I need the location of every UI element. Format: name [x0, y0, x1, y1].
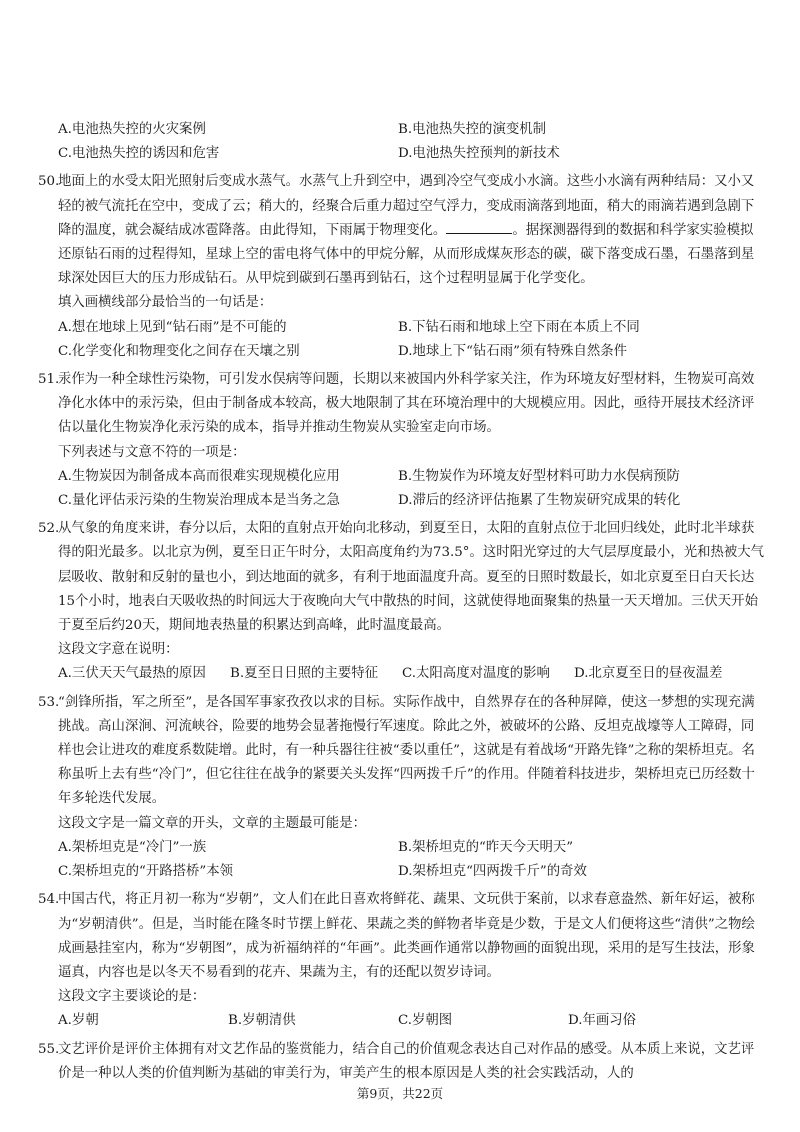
- q49-option-b[interactable]: B.电池热失控的演变机制: [398, 122, 547, 137]
- question-55: [38, 1038, 766, 1086]
- q53-option-b[interactable]: B.架桥坦克的“昨天今天明天”: [398, 839, 574, 855]
- q52-option-b[interactable]: B.夏至日日照的主要特征: [230, 666, 379, 682]
- q50-option-c[interactable]: C.化学变化和物理变化之间存在天壤之别: [58, 343, 300, 359]
- q50-options: [38, 316, 766, 364]
- q53-option-c[interactable]: C.架桥坦克的“开路搭桥”本领: [58, 864, 234, 880]
- q54-option-b[interactable]: B.岁朝清供: [228, 1013, 296, 1029]
- q51-stem: [38, 368, 766, 441]
- q50-stem-text-a: 地面上的水受太阳光照射后变成水蒸气。水蒸气上升到空中，遇到冷空气变成小水滴。这些小水滴有两种结局：又小又轻的被气流托在空中，变成了云；稍大的，经聚合后重力超过空气浮力，变成雨滴落到地面，稍大的雨滴若遇到急剧下降的温度，就会凝结成冰雹降落。由此得知，下雨属于物理变化。: [58, 174, 755, 238]
- q50-option-d[interactable]: D.地球上下“钻石雨”须有特殊自然条件: [398, 343, 628, 359]
- q51-option-a[interactable]: A.生物炭因为制备成本高而很难实现规模化应用: [58, 468, 340, 484]
- q50-prompt: 填入画横线部分最恰当的一句话是：: [58, 295, 273, 311]
- q49-option-d[interactable]: D.电池热失控预判的新技术: [398, 146, 560, 162]
- q53-stem: [38, 691, 766, 812]
- q53-options: [38, 836, 766, 884]
- q51-options: [38, 465, 766, 513]
- q51-option-b[interactable]: B.生物炭作为环境友好型材料可助力水俣病预防: [398, 468, 680, 484]
- q51-number: 51.: [38, 372, 60, 388]
- q54-stem-text: 中国古代，将正月初一称为“岁朝”，文人们在此日喜欢将鲜花、蔬果、文玩供于案前，以求春意盎然、新年好运，被称为“岁朝清供”。但是，当时能在隆冬时节摆上鲜花、果蔬之类的鲜物者毕竟是少数，于是文人们便将这些“清供”之物绘成画悬挂室内，称为“岁朝图”，成为祈福纳祥的“年画”。此类画作通常以静物画的面貌出现，采用的是写生技法，形象逼真，内容也是以冬天不易看到的花卉、果蔬为主，有的还配以贺岁诗词。: [58, 892, 755, 980]
- q49-option-c[interactable]: C.电池热失控的诱因和危害: [58, 146, 220, 162]
- q50-option-b[interactable]: B.下钻石雨和地球上空下雨在本质上不同: [398, 319, 640, 335]
- q54-options: [38, 1009, 766, 1033]
- q52-options: [38, 662, 766, 686]
- q49-options: [38, 118, 766, 166]
- q50-option-a[interactable]: A.想在地球上见到“钻石雨”是不可能的: [58, 319, 287, 335]
- q51-option-c[interactable]: C.量化评估汞污染的生物炭治理成本是当务之急: [58, 493, 340, 509]
- q50-number: 50.: [38, 174, 60, 190]
- q53-prompt: 这段文字是一篇文章的开头，文章的主题最可能是：: [58, 815, 366, 831]
- q54-option-a[interactable]: A.岁朝: [58, 1013, 99, 1029]
- page-content: [38, 118, 766, 1086]
- question-54: [38, 888, 766, 1033]
- q50-stem-text-b: 。据探测器得到的数据和科学家实验模拟还原钻石雨的过程得知，星球上空的雷电将气体中的甲烷分解，从而形成煤灰形态的碳，碳下落变成石墨，石墨落到星球深处因巨大的压力形成钻石。从甲烷到碳到石墨再到钻石，这个过程明显属于化学变化。: [58, 222, 755, 287]
- q54-prompt: 这段文字主要谈论的是：: [58, 989, 206, 1005]
- q53-option-a[interactable]: A.架桥坦克是“冷门”一族: [58, 839, 207, 855]
- q52-stem-text-a: 从气象的角度来讲，春分以后，太阳的直射点开始向北移动，到夏至日，太阳的直射点位于北回归线处，此时北半球获得的阳光最多。以北京为例，夏至日正午时分，太阳高度角约为73.5: [58, 521, 755, 561]
- q52-stem-text-b: 。这时阳光穿过的大气层厚度最小，光和热被大气层吸收、散射和反射的量也小，到达地面的就多，有利于地面温度升高。夏至的日照时数最长，如北京夏至日白天长达15个小时，地表白天吸收热的时间远大于夜晚向大气中散热的时间，这就使得地面聚集的热量一天天增加。三伏天开始于夏至后约20天，期间地表热量的积累达到高峰，此时温度最高。: [58, 545, 765, 634]
- q55-stem: [38, 1038, 766, 1086]
- q49-option-a[interactable]: A.电池热失控的火灾案例: [58, 122, 206, 137]
- q51-stem-text: 汞作为一种全球性污染物，可引发水俣病等问题，长期以来被国内外科学家关注，作为环境友好型材料，生物炭可高效净化水体中的汞污染，但由于制备成本较高，极大地限制了其在环境治理中的大规模应用。因此，亟待开展技术经济评估以量化生物炭净化汞污染的成本，指导并推动生物炭从实验室走向市场。: [58, 372, 755, 436]
- question-51: [38, 368, 766, 513]
- q52-prompt: 这段文字意在说明：: [58, 642, 179, 658]
- q51-prompt: 下列表述与文意不符的一项是：: [58, 444, 246, 460]
- q54-number: 54.: [38, 892, 60, 908]
- q55-stem-text: 文艺评价是评价主体拥有对文艺作品的鉴赏能力，结合自己的价值观念表达自己对作品的感受。从本质上来说，文艺评价是一种以人类的价值判断为基础的审美行为，审美产生的根本原因是人类的社会实践活动，人的: [58, 1041, 755, 1081]
- q55-number: 55.: [38, 1041, 60, 1057]
- q53-number: 53.: [38, 694, 60, 710]
- q50-blank: [446, 219, 512, 234]
- q52-number: 52.: [38, 521, 60, 537]
- q54-stem: [38, 888, 766, 985]
- q52-stem: [38, 517, 766, 638]
- question-50: [38, 170, 766, 364]
- q50-stem: [38, 170, 766, 291]
- q53-stem-text: “剑锋所指，军之所至”，是各国军事家孜孜以求的目标。实际作战中，自然界存在的各种屏障，使这一梦想的实现充满挑战。高山深涧、河流峡谷，险要的地势会显著拖慢行军速度。除此之外，被破坏的公路、反坦克战壕等人工障碍，同样也会让进攻的难度系数陡增。此时，有一种兵器往往被“委以重任”，这就是有着战场“开路先锋”之称的架桥坦克。名称虽听上去有些“冷门”，但它往往在战争的紧要关头发挥“四两拨千斤”的作用。伴随着科技进步，架桥坦克已历经数十年多轮迭代发展。: [58, 694, 755, 807]
- q54-option-c[interactable]: C.岁朝图: [398, 1013, 453, 1029]
- page-number-footer: 第9页，共22页: [356, 1086, 444, 1101]
- q52-degree-sign: °: [462, 545, 470, 561]
- q52-option-c[interactable]: C.太阳高度对温度的影响: [402, 666, 550, 682]
- q53-option-d[interactable]: D.架桥坦克“四两拨千斤”的奇效: [398, 864, 587, 880]
- q54-option-d[interactable]: D.年画习俗: [568, 1013, 637, 1029]
- question-52: [38, 517, 766, 686]
- q52-option-a[interactable]: A.三伏天天气最热的原因: [58, 666, 206, 682]
- q51-option-d[interactable]: D.滞后的经济评估拖累了生物炭研究成果的转化: [398, 493, 681, 509]
- q52-option-d[interactable]: D.北京夏至日的昼夜温差: [574, 666, 723, 682]
- question-53: [38, 691, 766, 885]
